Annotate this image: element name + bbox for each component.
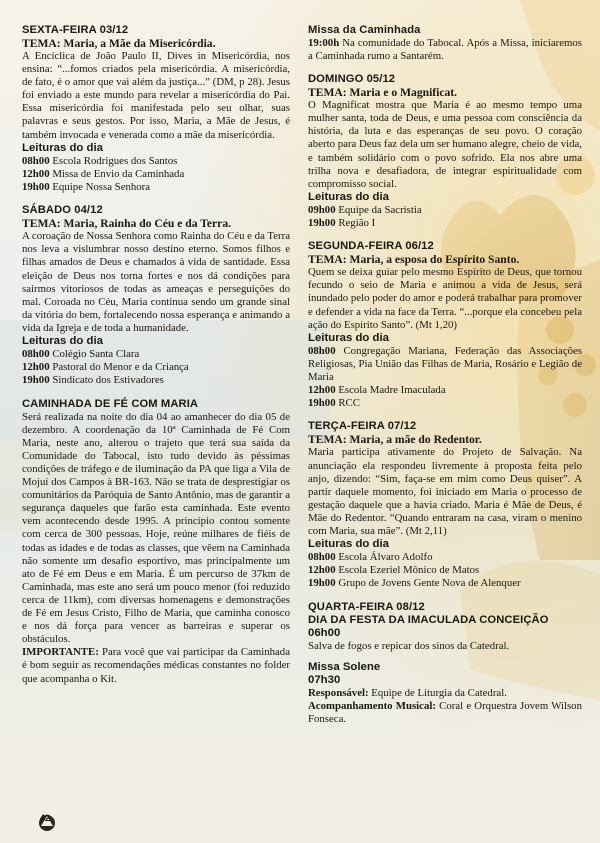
important-text: Para você que vai participar da Caminhada é bom seguir as recomendações médicas constantes no folder que acompanha o Kit. <box>22 646 290 685</box>
day-title: SEXTA-FEIRA 03/12 <box>22 24 129 36</box>
reading-item <box>22 348 290 361</box>
responsible-line <box>308 687 582 700</box>
reading-time: 08h00 <box>308 344 336 357</box>
reading-item <box>308 577 582 590</box>
section-caminhada <box>22 398 290 686</box>
day-title: TERÇA-FEIRA 07/12 <box>308 420 417 433</box>
reading-text: Escola Ezeriel Mônico de Matos <box>338 564 480 577</box>
reading-text: Sindicato dos Estivadores <box>52 374 164 387</box>
day-body: A Encíclica de João Paulo II, Dives in Misericórdia, nos ensina: “...fomos criados pela misericórdia. A misericórdia, de fato, é o amor que vai além da justiça...” (DM, p 28). Jesus foi enviado a este mundo para revelar a misericórdia do Pai. Essa misericórdia foi manifestada pelo seu olhar, suas palavras e seus gestos. Por isso, Maria, a Mãe de Jesus, é também invocada e venerada como a mãe da misericórdia. <box>22 50 290 141</box>
reading-item <box>22 155 290 168</box>
reading-item <box>22 374 290 387</box>
reading-time: 19h00 <box>308 577 336 590</box>
section-monday <box>308 240 582 410</box>
responsible-text: Equipe de Liturgia da Catedral. <box>368 686 507 699</box>
music-line <box>308 700 582 726</box>
reading-item <box>308 551 582 564</box>
reading-item <box>308 204 582 217</box>
reading-text: Grupo de Jovens Gente Nova de Alenquer <box>338 577 521 590</box>
reading-time: 12h00 <box>22 361 50 374</box>
section-title: CAMINHADA DE FÉ COM MARIA <box>22 397 199 410</box>
reading-text: Colégio Santa Clara <box>52 348 140 361</box>
section-tuesday <box>308 420 582 590</box>
reading-item <box>308 564 582 577</box>
reading-text: Região I <box>338 217 376 230</box>
reading-text: Escola Rodrigues dos Santos <box>52 154 178 167</box>
reading-text: RCC <box>338 397 360 410</box>
reading-time: 08h00 <box>308 551 336 564</box>
reading-time: 09h00 <box>308 203 336 216</box>
reading-text: Escola Madre Imaculada <box>338 384 446 396</box>
reading-time: 12h00 <box>308 384 336 396</box>
day-theme: TEMA: Maria, a esposa do Espírito Santo. <box>308 253 520 267</box>
section-saturday <box>22 204 290 387</box>
reading-item <box>22 181 290 194</box>
important-label: IMPORTANTE: <box>22 646 99 659</box>
day-body: Maria participa ativamente do Projeto de Salvação. Na anunciação ela respondeu livremente à proposta feita pelo anjo, dizendo: “Sim, faça-se em mim como Deus quiser”. A partir daquele momento, foi iniciado em Maria o processo de gestação daquele que a havia criado. Maria é Mãe de Deus, é Mãe do Redentor. “Quando entraram na casa, viram o menino com Maria, sua mãe”. (Mt 2,11) <box>308 446 582 537</box>
missa-text: Na comunidade do Tabocal. Após a Missa, iniciaremos a Caminhada rumo a Santarém. <box>308 37 582 63</box>
schedule-time: 06h00 <box>308 626 341 639</box>
readings-label: Leituras do dia <box>308 190 390 203</box>
day-theme: TEMA: Maria, a Mãe da Misericórdia. <box>22 37 216 50</box>
reading-time: 19h00 <box>22 181 50 194</box>
reading-time: 19h00 <box>308 217 336 230</box>
reading-time: 08h00 <box>22 154 50 167</box>
left-column <box>22 24 290 696</box>
section-missa-caminhada <box>308 24 582 63</box>
reading-text: Missa de Envio da Caminhada <box>52 167 185 180</box>
day-theme: TEMA: Maria, a mãe do Redentor. <box>308 433 482 447</box>
reading-item <box>308 397 582 410</box>
day-body: O Magnificat mostra que Maria é ao mesmo tempo uma mulher santa, toda de Deus, e uma pessoa com consciência da história, da luta e das esperanças de seu povo. O coração aberto para Deus faz dela um ser humano alegre, cheio de vida, e também solidário com o povo sofrido. Ela nos abre uma trilha nova e desafiadora, de integrar espiritualidade com compromisso social. <box>308 99 582 190</box>
section-title: Missa da Caminhada <box>308 24 421 36</box>
reading-time: 19h00 <box>22 374 50 387</box>
reading-text: Equipe Nossa Senhora <box>52 181 151 194</box>
reading-item <box>22 168 290 181</box>
readings-label: Leituras do dia <box>22 335 104 348</box>
day-title: DOMINGO 05/12 <box>308 73 396 86</box>
reading-item <box>308 384 582 397</box>
reading-time: 19h00 <box>308 397 336 410</box>
section-sunday <box>308 73 582 230</box>
readings-label: Leituras do dia <box>22 141 104 154</box>
reading-time: 08h00 <box>22 348 50 361</box>
music-text: Coral e Orquestra Jovem Wilson Fonseca. <box>308 699 582 726</box>
day-body: Quem se deixa guiar pelo mesmo Espírito de Deus, que tornou fecundo o seio de Maria e animou a vida de Jesus, será inundado pelo poder do amor e poderá trabalhar para promover e defender a vida na face da Terra. “...porque ela concebeu pela ação do Espírito Santo”. (Mt 1,20) <box>308 266 582 331</box>
section-wednesday <box>308 601 582 726</box>
reading-item <box>308 345 582 384</box>
schedule-text: Salva de fogos e repicar dos sinos da Catedral. <box>308 639 510 652</box>
feast-subtitle: DIA DA FESTA DA IMACULADA CONCEIÇÃO <box>308 613 549 626</box>
reading-time: 12h00 <box>22 167 50 180</box>
readings-label: Leituras do dia <box>308 331 390 344</box>
right-column <box>308 24 582 736</box>
reading-text: Pastoral do Menor e da Criança <box>52 361 189 374</box>
reading-text: Escola Álvaro Adolfo <box>338 551 433 564</box>
day-title: QUARTA-FEIRA 08/12 <box>308 600 425 613</box>
important-note <box>22 646 290 685</box>
day-title: SEGUNDA-FEIRA 06/12 <box>308 240 434 253</box>
readings-label: Leituras do dia <box>308 538 390 551</box>
responsible-label: Responsável: <box>308 686 369 699</box>
reading-time: 12h00 <box>308 564 336 577</box>
missa-time: 19:00h <box>308 37 340 49</box>
day-body: A coroação de Nossa Senhora como Rainha do Céu e da Terra nos leva a vislumbrar nosso destino eterno. Somos filhos e filhas amados de Deus e chamados à vida de santidade. Essa eleição de Deus nos torna fortes e nos dá condições para sairmos vitoriosos de todas as ameaças e perseguições do mal. Coroada no Céu, Maria continua sendo um grande sinal da vitória do bem, fortalecendo nossa esperança e animando a vida da Igreja e de toda a humanidade. <box>22 230 290 334</box>
page-number: 42 <box>40 813 51 823</box>
caminhada-body: Será realizada na noite do dia 04 ao amanhecer do dia 05 de dezembro. A coordenação da 10ª Caminhada de Fé Com Maria, neste ano, alterou o trajeto que terá sua saída da Comunidade do Tabocal, isto tudo devido às péssimas condições de tráfego e de iluminação da PA que liga a Vila de Mojuí dos Campos à BR-163. Não se trata de desprestigiar os comunitários da Paróquia de Santo Antônio, mas de garantir a segurança daqueles que farão esta caminhada. Este evento vem acontecendo desde 1995. A princípio contou somente com cerca de 300 pessoas. Hoje, reúne milhares de fiéis de todas as idades e de todas as classes, que vêem na Caminhada não somente um desafio esportivo, mas principalmente um ato de Fé em Deus e em Maria. É um percurso de 37km de Caminhada, mas este ano será um pouco menor (foi reduzido cerca de 11km), com diversas homenagens e demonstrações de Fé em Jesus Cristo, Filho de Maria, que caminha conosco e nos dá força para vencer as barreiras e superar os obstáculos. <box>22 410 290 646</box>
schedule-time: 07h30 <box>308 673 341 686</box>
reading-item <box>308 217 582 230</box>
missa-body <box>308 37 582 63</box>
section-friday <box>22 24 290 194</box>
reading-item <box>22 361 290 374</box>
reading-text: Congregação Mariana, Federação das Associações Religiosas, Pia União das Filhas de Maria, Rosário e Legião de Maria <box>308 344 583 383</box>
reading-text: Equipe da Sacristia <box>338 203 422 216</box>
day-theme: TEMA: Maria, Rainha do Céu e da Terra. <box>22 217 232 231</box>
day-theme: TEMA: Maria e o Magnificat. <box>308 86 458 100</box>
missa-solene-label: Missa Solene <box>308 660 381 673</box>
music-label: Acompanhamento Musical: <box>308 699 436 712</box>
day-title: SÁBADO 04/12 <box>22 204 103 217</box>
